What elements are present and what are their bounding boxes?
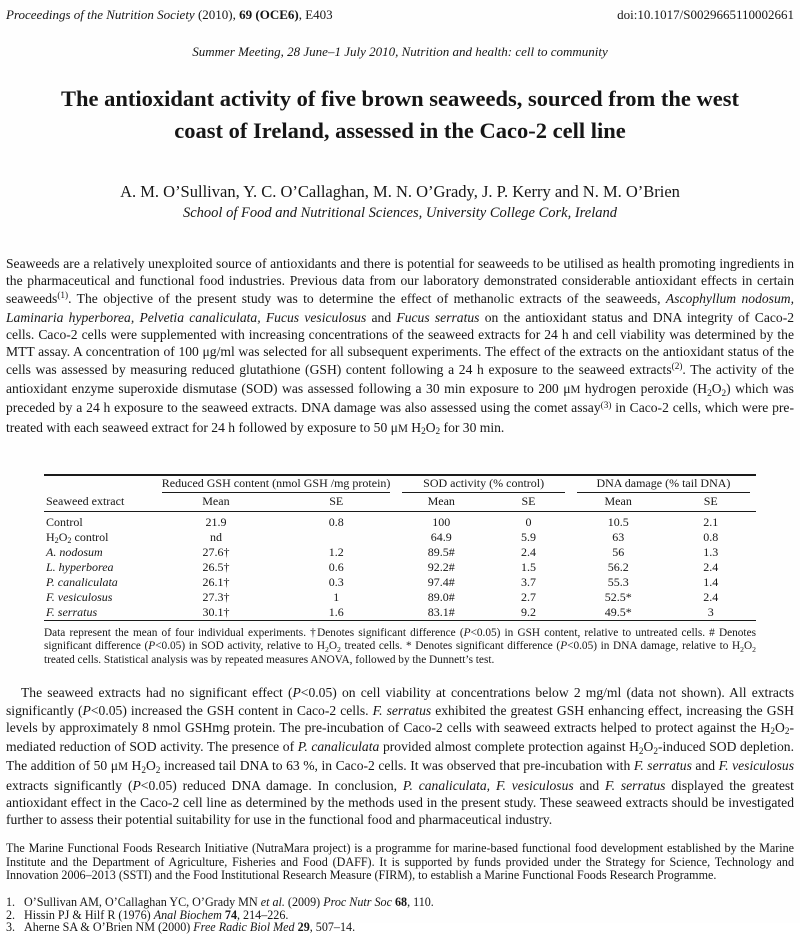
reference-text: O’Sullivan AM, O’Callaghan YC, O’Grady MN et al. (2009) Proc Nutr Soc 68, 110. <box>24 895 434 910</box>
subheader-sod-se: SE <box>486 494 571 511</box>
row-label: L. hyperborea <box>46 559 114 574</box>
table-row-control <box>44 511 756 529</box>
affiliation-line: School of Food and Nutritional Sciences, University College Cork, Ireland <box>183 205 617 221</box>
cell-gsh-se: 0.6 <box>328 559 344 574</box>
reference-number: 2. <box>6 907 16 922</box>
row-label: P. canaliculata <box>46 574 118 589</box>
cell-dna-se: 1.3 <box>703 544 719 559</box>
cell-sod-se: 2.4 <box>520 544 536 559</box>
subheader-gsh-se: SE <box>276 494 396 511</box>
cell-gsh-mean: nd <box>209 529 222 544</box>
cell-gsh-mean: 27.6† <box>202 544 230 559</box>
row-label: H2O2 control <box>46 529 109 546</box>
subheader-sod-mean: Mean <box>396 494 486 511</box>
doi-text: doi:10.1017/S0029665110002661 <box>617 7 794 22</box>
cell-dna-mean: 55.3 <box>607 574 629 589</box>
table-row-a-nodosum <box>44 545 756 560</box>
cell-sod-mean: 83.1# <box>427 604 455 619</box>
cell-dna-mean: 52.5* <box>604 589 632 604</box>
row-label: A. nodosum <box>46 544 103 559</box>
cell-gsh-mean: 27.3† <box>202 589 230 604</box>
reference-item <box>6 921 794 933</box>
table-group-header-gsh <box>156 475 397 494</box>
results-table-block <box>44 474 756 668</box>
cell-sod-mean: 92.2# <box>427 559 455 574</box>
cell-sod-se: 9.2 <box>520 604 536 619</box>
cell-gsh-se: 0.3 <box>328 574 344 589</box>
cell-gsh-se <box>276 530 396 545</box>
table-row-h2o2-control <box>44 530 756 545</box>
subheader-dna-se: SE <box>666 494 756 511</box>
cell-sod-mean: 97.4# <box>427 574 455 589</box>
subheader-gsh-mean: Mean <box>156 494 276 511</box>
cell-dna-mean: 56.2 <box>607 559 629 574</box>
cell-gsh-mean: 26.5† <box>202 559 230 574</box>
row-label: F. vesiculosus <box>46 589 113 604</box>
reference-number: 3. <box>6 920 16 934</box>
meeting-line: Summer Meeting, 28 June–1 July 2010, Nutrition and health: cell to community <box>192 44 608 59</box>
table-row-f-vesiculosus <box>44 590 756 605</box>
table-row-l-hyperborea <box>44 560 756 575</box>
reference-list <box>4 896 796 933</box>
cell-dna-mean: 49.5* <box>604 604 632 619</box>
cell-sod-se: 5.9 <box>520 529 536 544</box>
authors-line: A. M. O’Sullivan, Y. C. O’Callaghan, M. N. O’Grady, J. P. Kerry and N. M. O’Brien <box>120 182 680 201</box>
subheader-dna-mean: Mean <box>571 494 666 511</box>
table-corner-cell <box>44 475 156 494</box>
row-label: Control <box>46 514 83 529</box>
cell-dna-mean: 10.5 <box>607 514 629 529</box>
row-label: F. serratus <box>46 604 98 619</box>
cell-dna-se: 1.4 <box>703 574 719 589</box>
cell-gsh-mean: 21.9 <box>205 514 227 529</box>
stub-header: Seaweed extract <box>44 494 156 511</box>
cell-dna-se: 0.8 <box>703 529 719 544</box>
cell-sod-mean: 64.9 <box>430 529 452 544</box>
cell-sod-se: 2.7 <box>520 589 536 604</box>
cell-dna-se: 2.4 <box>703 559 719 574</box>
cell-gsh-se: 1.2 <box>328 544 344 559</box>
cell-sod-mean: 89.0# <box>427 589 455 604</box>
journal-reference: Proceedings of the Nutrition Society (2010), 69 (OCE6), E403 <box>6 7 333 22</box>
gsh-group-label: Reduced GSH content (nmol GSH /mg protein) <box>162 477 391 493</box>
sod-group-label: SOD activity (% control) <box>402 477 564 493</box>
table-group-header-sod <box>396 475 570 494</box>
dna-group-label: DNA damage (% tail DNA) <box>577 477 750 493</box>
cell-sod-se: 0 <box>525 514 532 529</box>
cell-dna-se: 2.1 <box>703 514 719 529</box>
table-row-p-canaliculata <box>44 575 756 590</box>
cell-gsh-se: 0.8 <box>328 514 344 529</box>
journal-header <box>4 7 796 23</box>
cell-sod-mean: 89.5# <box>427 544 455 559</box>
cell-dna-mean: 56 <box>612 544 625 559</box>
table-group-header-row <box>44 475 756 494</box>
table-row-f-serratus <box>44 605 756 620</box>
cell-dna-mean: 63 <box>612 529 625 544</box>
reference-text: Aherne SA & O’Brien NM (2000) Free Radic Biol Med 29, 507–14. <box>24 920 356 934</box>
cell-dna-se: 2.4 <box>703 589 719 604</box>
cell-sod-se: 1.5 <box>520 559 536 574</box>
acknowledgement-paragraph: The Marine Functional Foods Research Initiative (NutraMara project) is a programme for marine-based functional food development established by the Marine Institute and the Department of Agriculture, Fisheries and Food (DAFF). It is supported by funds provided under the Strategy for Science, Technology and Innovation 2006–2013 (SSTI) and the Food Institutional Research Measure (FIRM), to establish a Marine Functional Foods Research Programme. <box>6 840 794 883</box>
cell-gsh-se: 1.6 <box>328 604 344 619</box>
abstract-paragraph: Seaweeds are a relatively unexploited source of antioxidants and there is potential for seaweeds to be utilised as health promoting ingredients in the pharmaceutical and functional food industries. Previous data from our laboratory demonstrated considerable antioxidant effects in certain seaweeds$^{(1)}$. The objective of the present study was to determine the effect of methanolic extracts of the seaweeds, Ascophyllum nodosum, Laminaria hyperborea, Pelvetia canaliculata, Fucus vesiculosus and Fucus serratus on the antioxidant status and DNA integrity of Caco-2 cells. Caco-2 cells were supplemented with increasing concentrations of the seaweed extracts for 24 h and cell viability was determined by the MTT assay. A concentration of 100 μg/ml was selected for all subsequent experiments. The effect of the extracts on the antioxidant status of the cells was assessed by measuring reduced glutathione (GSH) content following a 24 h exposure to the seaweed extracts$^{(2)}$. The activity of the antioxidant enzyme superoxide dismutase (SOD) was assessed following a 30 min exposure to 200 μM hydrogen peroxide (H2O2) which was preceded by a 24 h exposure to the seaweed extracts. DNA damage was also assessed using the comet assay$^{(3)}$ in Caco-2 cells, which were pre-treated with each seaweed extract for 24 h followed by exposure to 50 μM H2O2 for 30 min. <box>6 256 795 437</box>
paper-title: The antioxidant activity of five brown seaweeds, sourced from the west coast of Ireland, assessed in the Caco-2 cell line <box>60 86 740 143</box>
discussion-paragraph: The seaweed extracts had no significant effect (P<0.05) on cell viability at concentrations below 2 mg/ml (data not shown). All extracts significantly (P<0.05) increased the GSH content in Caco-2 cells. F. serratus exhibited the greatest GSH enhancing effect, increasing the GSH levels by approximately 8 nmol GSHmg protein. The pre-incubation of Caco-2 cells with seaweed extracts helped to protect against the H2O2-mediated reduction of SOD activity. The presence of P. canaliculata provided almost complete protection against H2O2-induced SOD depletion. The addition of 50 μM H2O2 increased tail DNA to 63 %, in Caco-2 cells. It was observed that pre-incubation with F. serratus and F. vesiculosus extracts significantly (P<0.05) reduced DNA damage. In conclusion, P. canaliculata, F. vesiculosus and F. serratus displayed the greatest antioxidant effect in the Caco-2 cell line as determined by the methods used in the present study. These seaweed extracts should be investigated further to assess their potential suitability for use in the functional food and pharmaceutical industry. <box>6 685 794 828</box>
cell-sod-se: 3.7 <box>520 574 536 589</box>
cell-dna-se: 3 <box>707 604 714 619</box>
cell-gsh-se: 1 <box>333 589 340 604</box>
cell-gsh-mean: 30.1† <box>202 604 230 619</box>
reference-number: 1. <box>6 895 16 910</box>
table-footnote: Data represent the mean of four individual experiments. †Denotes significant difference (P<0.05) in GSH content, relative to untreated cells. # Denotes significant difference (P<0.05) in SOD activity, relative to H2O2 treated cells. * Denotes significant difference (P<0.05) in DNA damage, relative to H2O2 treated cells. Statistical analysis was by repeated measures ANOVA, followed by the Dunnett’s test. <box>44 626 756 667</box>
cell-sod-mean: 100 <box>432 514 451 529</box>
table-subheader-row <box>44 494 756 511</box>
reference-text: Hissin PJ & Hilf R (1976) Anal Biochem 74, 214–226. <box>24 907 289 922</box>
cell-gsh-mean: 26.1† <box>202 574 230 589</box>
results-table <box>44 474 756 621</box>
table-group-header-dna <box>571 475 756 494</box>
